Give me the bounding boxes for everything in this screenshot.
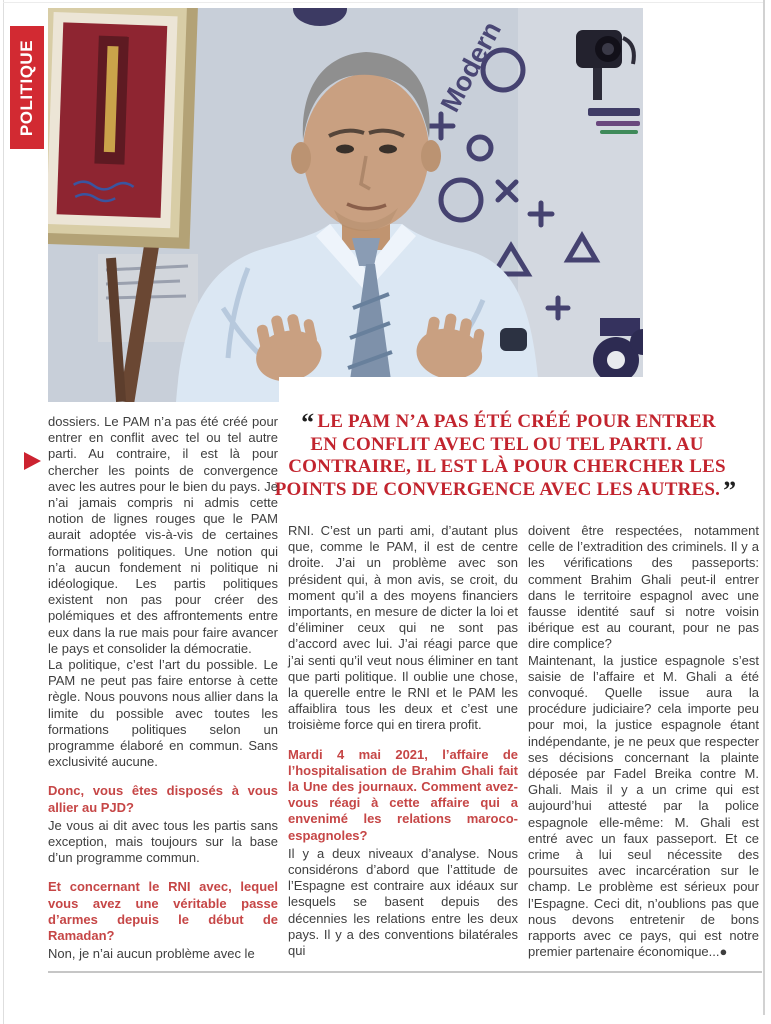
board-word-modern: Modern: [434, 16, 508, 117]
pull-quote: [268, 408, 746, 505]
interview-question: Mardi 4 mai 2021, l’affaire de l’hospitalisation de Brahim Ghali fait la Une des journaux. Comment avez-vous réagi à cette affaire qui a envenimé les relations maroco-espagnoles?: [288, 746, 518, 843]
text-column-2: [288, 523, 518, 959]
text-column-1: [48, 414, 278, 963]
open-quote-icon: “: [301, 408, 315, 437]
framed-picture: [48, 8, 198, 249]
section-banner-politique: [10, 26, 44, 149]
wristwatch: [500, 328, 527, 351]
pull-quote-line: CONTRAIRE, IL EST LÀ POUR CHERCHER LES: [288, 456, 726, 477]
body-paragraph: La politique, c’est l’art du possible. Le PAM ne peut pas faire entorse à cette règle. Nous pouvons nous allier dans la limite du possible avec toutes les formations politiques selon un programme élaboré en commun. Sans exclusivité aucune.: [48, 657, 278, 770]
interview-question: Donc, vous êtes disposés à vous allier au PJD?: [48, 783, 278, 815]
interview-photo: [48, 8, 643, 402]
page-left-edge: [3, 0, 4, 1024]
interview-question: Et concernant le RNI avec, lequel vous avez une véritable passe d’armes depuis le début de Ramadan?: [48, 879, 278, 944]
body-paragraph: dossiers. Le PAM n’a pas été créé pour entrer en conflit avec tel ou tel autre parti. Au contraire, il est là pour chercher les points de convergence avec les autres pour le bien du pays. Je n’ai jamais compris ni admis cette notion de lignes rouges que le PAM aurait adoptée vis-à-vis de certaines formations politiques. Une notion qui n’a aucun fondement ni politique ni idéologique. Les partis politiques existent non pas pour créer des polémiques et des affrontements entre eux dans la rue mais pour faire avancer le pays et consolider la démocratie.: [48, 414, 278, 656]
page-right-edge: [763, 0, 765, 1015]
page-top-edge: [3, 2, 763, 3]
body-paragraph: Il y a deux niveaux d’analyse. Nous considérons d’abord que l’attitude de l’Espagne est contraire aux idéaux sur lesquels se basent depuis des décennies les relations entre les deux pays. Il y a des conventions bilatérales qui: [288, 845, 518, 959]
body-paragraph: doivent être respectées, notamment celle de l’extradition des criminels. Il y a les vérifications des passeports: comment Brahim Ghali peut-il entrer dans le territoire espagnol avec une fausse identité sauf si notre voisin ibérique est au courant, pour ne pas dire complice?: [528, 523, 759, 652]
red-arrow-marker: [24, 452, 41, 470]
bottom-separator-line: [48, 971, 762, 973]
close-quote-icon: ”: [723, 475, 737, 505]
body-paragraph: Non, je n’ai aucun problème avec le: [48, 946, 255, 962]
pull-quote-line: POINTS DE CONVERGENCE AVEC LES AUTRES. ”: [274, 475, 737, 505]
body-paragraph: Je vous ai dit avec tous les partis sans exception, mais toujours sur la base d’un programme commun.: [48, 817, 278, 866]
pull-quote-line: “ LE PAM N’A PAS ÉTÉ CRÉÉ POUR ENTRER: [301, 408, 716, 437]
body-paragraph: RNI. C’est un parti ami, d’autant plus que, comme le PAM, il est de centre droite. J’ai un problème avec son président qui, à mon avis, se croit, du moment qu’il a des moyens financiers importants, en mesure de dicter la loi et d’éliminer ceux qui ne sont pas d’accord avec lui. J’ai réagi parce que j’ai senti qu’il veut nous éliminer en tant que parti politique. Il oublie une chose, la querelle entre le RNI et le PAM les affaiblira tous les deux et c’est une troisième force qui en tirera profit.: [288, 523, 518, 733]
body-paragraph: Maintenant, la justice espagnole s’est saisie de l’affaire et M. Ghali a été convoqué. Quelle issue aura la procédure judiciaire? cela importe peu pour moi, la justice espagnole étant indépendante, je ne peux que respecter ses décisions concernant la plainte déposée par Fadel Breika contre M. Ghali. Mais il y a un crime qui est aujourd’hui attesté par la police espagnole elle-même: M. Ghali est entré avec un faux passeport. Et ce crime à lui seul nécessite des poursuites avec incarcération sur le champ. Le problème est sérieux pour l’Espagne. Ceci dit, n’oublions pas que nous devons entretenir de bons rapports avec ce pays, qui est notre premier partenaire économique...●: [528, 652, 759, 960]
text-column-3: [528, 523, 759, 960]
photo-cutout: [279, 377, 645, 404]
pull-quote-line: EN CONFLIT AVEC TEL OU TEL PARTI. AU: [310, 433, 704, 455]
section-label: POLITIQUE: [17, 39, 36, 136]
